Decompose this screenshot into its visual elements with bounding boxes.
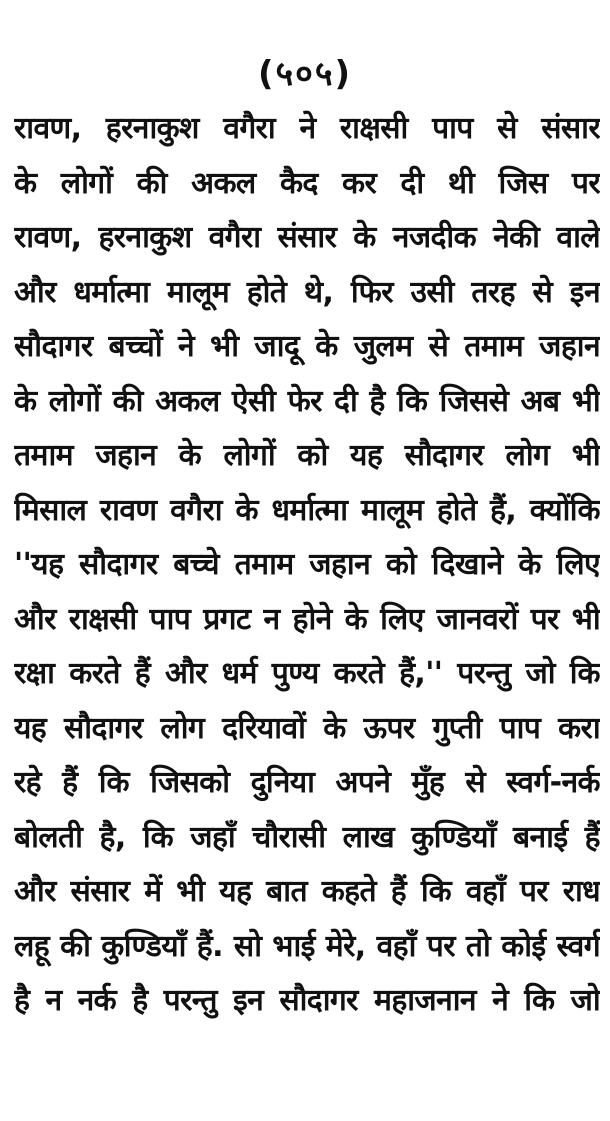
text-line: के लोगों की अकल ऐसी फेर दी है कि जिससे अब भी — [14, 383, 600, 419]
text-line: और संसार में भी यह बात कहते हैं कि वहाँ पर राध — [14, 874, 600, 909]
text-line: रावण, हरनाकुश वगैरा संसार के नजदीक नेकी वाले — [14, 220, 600, 255]
page-number: (५०५) — [257, 54, 353, 94]
text-line: बोलती है, कि जहाँ चौरासी लाख कुण्डियाँ बनाई हैं — [14, 819, 600, 855]
text-line: और धर्मात्मा मालूम होते थे, फिर उसी तरह से इन — [14, 274, 600, 310]
text-line: और राक्षसी पाप प्रगट न होने के लिए जानवरों पर भी — [14, 601, 600, 637]
text-line: रक्षा करते हैं और धर्म पुण्य करते हैं,'' परन्तु जो कि — [14, 656, 600, 691]
text-line: लहू की कुण्डियाँ हैं. सो भाई मेरे, वहाँ पर तो कोई स्वर्ग — [14, 928, 600, 964]
body-text — [14, 102, 600, 1029]
text-line: के लोगों की अकल कैद कर दी थी जिस पर — [14, 165, 600, 201]
text-line: ''यह सौदागर बच्चे तमाम जहान को दिखाने के लिए — [14, 547, 600, 582]
text-line: सौदागर बच्चों ने भी जादू के जुलम से तमाम जहान — [14, 329, 600, 364]
text-line: मिसाल रावण वगैरा के धर्मात्मा मालूम होते हैं, क्योंकि — [14, 492, 600, 528]
text-line: यह सौदागर लोग दरियावों के ऊपर गुप्ती पाप करा — [14, 710, 600, 746]
text-line: है न नर्क है परन्तु इन सौदागर महाजनान ने कि जो — [14, 983, 600, 1018]
text-line: रावण, हरनाकुश वगैरा ने राक्षसी पाप से संसार — [14, 111, 600, 146]
text-line: तमाम जहान के लोगों को यह सौदागर लोग भी — [14, 438, 600, 473]
text-line: रहे हैं कि जिसको दुनिया अपने मुँह से स्वर्ग-नर्क — [14, 765, 600, 800]
